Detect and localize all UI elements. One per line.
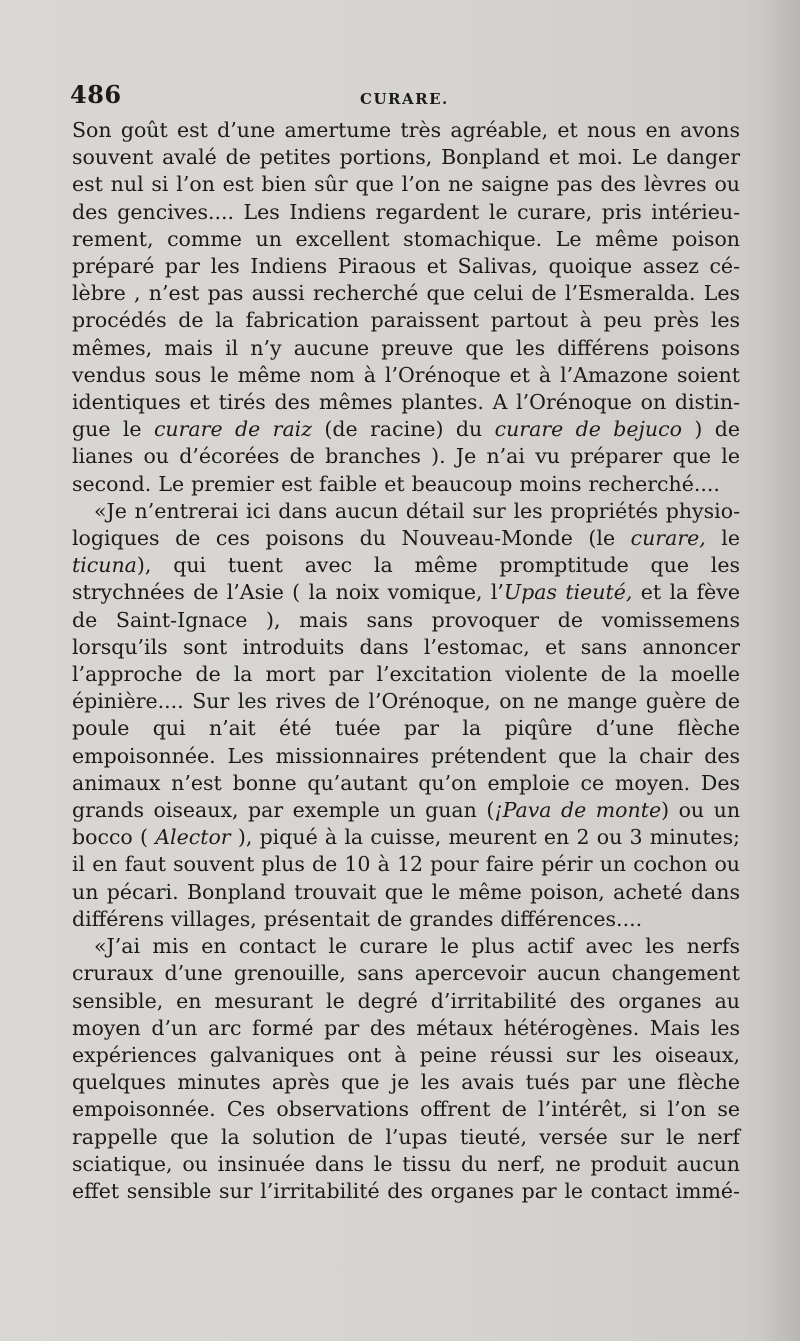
paragraph bbox=[72, 933, 740, 1205]
paragraph bbox=[72, 117, 740, 498]
page-number: 486 bbox=[70, 80, 122, 109]
italic-text-run: curare de raiz bbox=[153, 417, 313, 442]
running-title: CURARE. bbox=[360, 90, 449, 108]
body-text bbox=[72, 117, 740, 1205]
italic-text-run: Alector bbox=[155, 825, 231, 850]
page-header bbox=[70, 80, 740, 116]
page-edge-shadow bbox=[760, 0, 800, 1341]
paragraph bbox=[72, 498, 740, 933]
text-run: «Je n’entrerai ici dans aucun détail sur les propriétés physiologiques de ces poisons du Nouveau-Monde (le bbox=[72, 498, 740, 551]
text-run: «J’ai mis en contact le curare le plus actif avec les nerfs cruraux d’une grenouille, sans apercevoir aucun changement sensible, en mesurant le degré d’irritabilité des organes au moyen d’un arc formé par des métaux hétérogènes. Mais les expériences galvaniques ont à peine réussi sur les oiseaux, quelques minutes après que je les avais tués par une flèche empoisonnée. Ces observations offrent de l’intérêt, si l’on se rappelle que la solution de l’upas tieuté, versée sur le nerf sciatique, ou insinuée dans le tissu du nerf, ne produit aucun effet sensible sur l’irritabilité des organes par le contact immé- bbox=[72, 934, 740, 1203]
text-run: Son goût est d’une amertume très agréable, et nous en avons souvent avalé de petites portions, Bonpland et moi. Le danger est nul si l’on est bien sûr que l’on ne saigne pas des lèvres ou des gencives.... Les Indiens regardent le curare, pris intérieurement, comme un excellent stomachique. Le même poison préparé par les Indiens Piraous et Salivas, quoique assez célèbre , n’est pas aussi recherché que celui de l’Esmeralda. Les procédés de la fabrication paraissent partout à peu près les mêmes, mais il n’y aucune preuve que les différens poisons vendus sous le même nom à l’Orénoque et à l’Amazone soient identiques et tirés des mêmes plantes. A l’Orénoque on distingue le bbox=[72, 118, 740, 442]
text-run: ), piqué à la cuisse, meurent en 2 ou 3 minutes; il en faut souvent plus de 10 à 12 pour faire périr un cochon ou un pécari. Bonpland trouvait que le même poison, acheté dans différens villages, présentait de grandes différences.... bbox=[72, 825, 740, 931]
text-run: ) ou un bocco ( bbox=[72, 798, 741, 850]
text-run: et la fève de Saint-Ignace ), mais sans provoquer de vomissemens lorsqu’ils sont introduits dans l’estomac, et sans annoncer l’approche de la mort par l’excitation violente de la moelle épinière.... Sur les rives de l’Orénoque, on ne mange guère de poule qui n’ait été tuée par la piqûre d’une flèche empoisonnée. Les missionnaires prétendent que la chair des animaux n’est bonne qu’autant qu’on emploie ce moyen. Des grands oiseaux, par exemple un guan ( bbox=[72, 580, 740, 823]
italic-text-run: ¡Pava de monte bbox=[494, 798, 662, 823]
italic-text-run: Upas tieuté, bbox=[503, 580, 633, 605]
text-run: ), qui tuent avec la même promptitude que les strychnées de l’Asie ( la noix vomique, l’ bbox=[72, 553, 740, 605]
italic-text-run: curare, bbox=[630, 526, 706, 551]
italic-text-run: ticuna bbox=[72, 553, 137, 578]
text-run: ) de lianes ou d’écorées de branches ). Je n’ai vu préparer que le second. Le premier est faible et beaucoup moins recherché.... bbox=[72, 417, 740, 496]
text-run: le bbox=[705, 526, 740, 551]
italic-text-run: curare de bejuco bbox=[494, 417, 682, 442]
text-run: (de racine) du bbox=[312, 417, 495, 442]
